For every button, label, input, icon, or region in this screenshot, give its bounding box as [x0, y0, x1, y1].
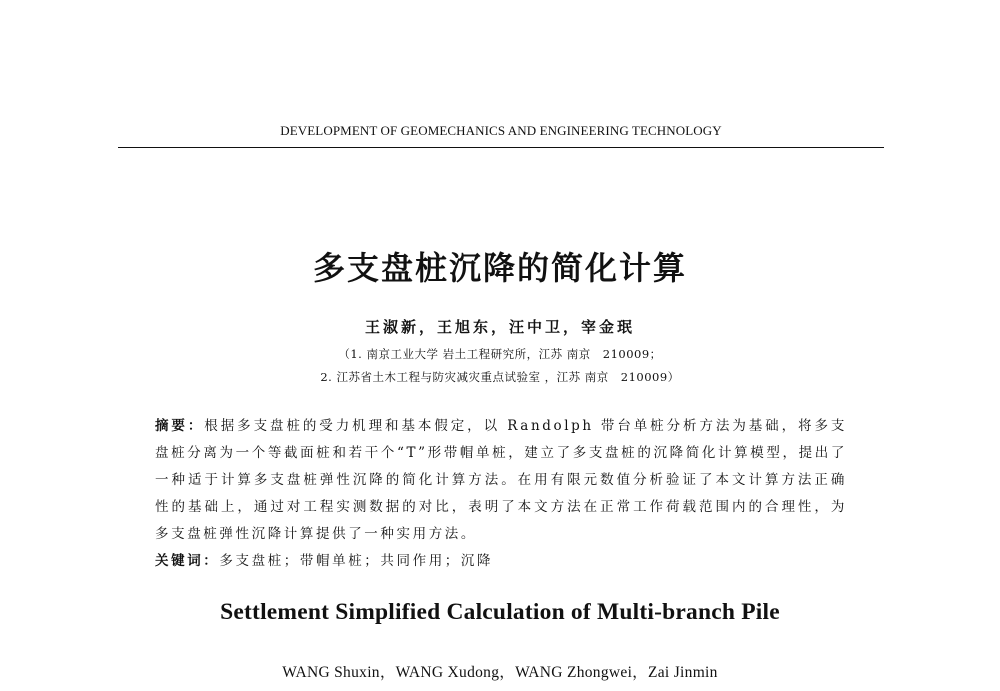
- abstract-text: 根据多支盘桩的受力机理和基本假定，以 Randolph 带台单桩分析方法为基础，将多支盘桩分离为一个等截面桩和若干个“T”形带帽单桩，建立了多支盘桩的沉降简化计算模型，提出了一种适于计算多支盘桩弹性沉降的简化计算方法。在用有限元数值分析验证了本文计算方法正确性的基础上，通过对工程实测数据的对比，表明了本文方法在正常工作荷载范围内的合理性，为多支盘桩弹性沉降计算提供了一种实用方法。: [155, 418, 847, 542]
- title-chinese: 多支盘桩沉降的简化计算: [312, 249, 687, 287]
- keywords-chinese: [155, 549, 847, 569]
- keywords-text: 多支盘桩；带帽单桩；共同作用；沉降: [219, 553, 494, 569]
- title-english: Settlement Simplified Calculation of Multi-branch Pile: [220, 599, 780, 625]
- abstract-label: 摘要：: [155, 418, 205, 434]
- header-rule: [118, 147, 884, 148]
- authors-chinese: 王淑新，王旭东，汪中卫，宰金珉: [364, 318, 635, 336]
- running-header: DEVELOPMENT OF GEOMECHANICS AND ENGINEERING TECHNOLOGY: [280, 123, 722, 138]
- authors-english: WANG Shuxin，WANG Xudong，WANG Zhongwei，Zai Jinmin: [282, 664, 718, 681]
- affiliation-line-1: （1. 南京工业大学 岩土工程研究所，江苏 南京 210009；: [338, 347, 662, 361]
- keywords-label: 关键词：: [155, 553, 220, 569]
- abstract-chinese: [155, 413, 847, 548]
- affiliation-line-2: 2. 江苏省土木工程与防灾减灾重点试验室 ，江苏 南京 210009）: [320, 370, 680, 384]
